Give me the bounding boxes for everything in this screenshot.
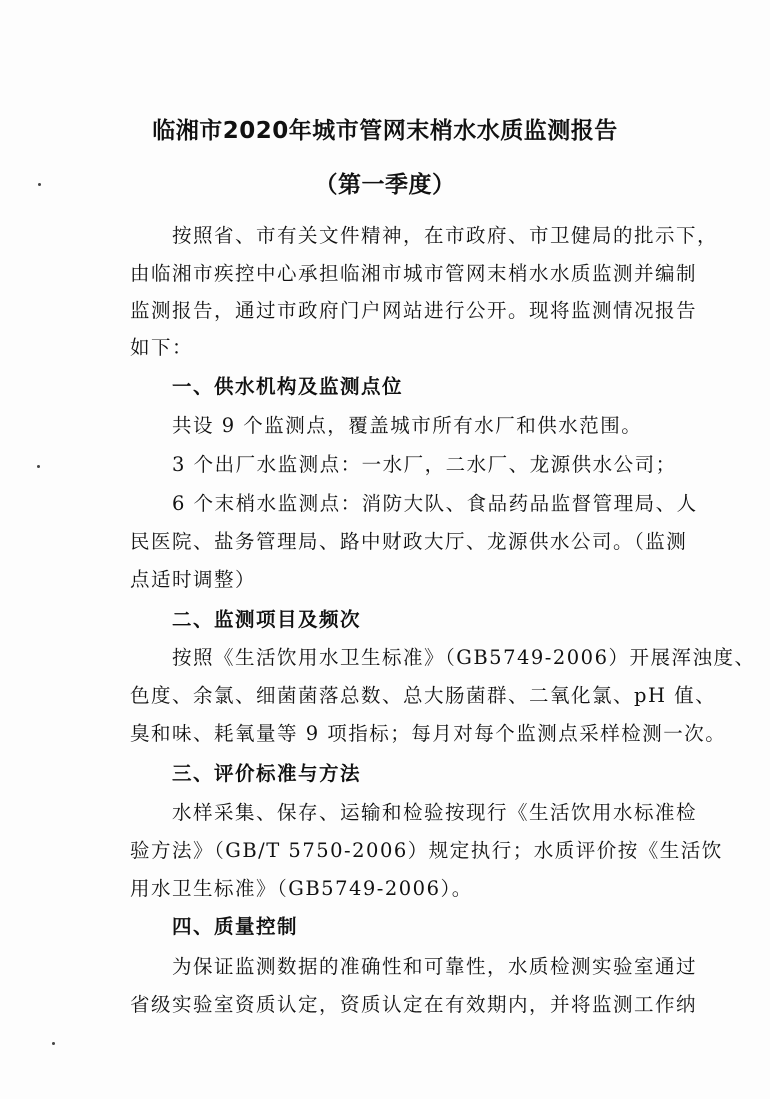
document-subtitle: （第一季度） xyxy=(314,172,456,198)
section-heading: 三、评价标准与方法 xyxy=(172,762,362,785)
paragraph-line: 6 个末梢水监测点：消防大队、食品药品监督管理局、人 xyxy=(172,492,698,515)
paragraph-line: 按照省、市有关文件精神，在市政府、市卫健局的批示下， xyxy=(172,224,719,247)
paragraph-line: 省级实验室资质认定，资质认定在有效期内，并将监测工作纳 xyxy=(130,993,698,1016)
paragraph-line: 用水卫生标准》（GB5749-2006）。 xyxy=(130,877,473,900)
section-heading: 一、供水机构及监测点位 xyxy=(172,375,404,398)
paragraph-line: 水样采集、保存、运输和检验按现行《生活饮用水标准检 xyxy=(172,801,698,824)
scan-speck xyxy=(37,465,40,468)
scan-speck xyxy=(52,1042,55,1045)
paragraph-line: 监测报告，通过市政府门户网站进行公开。现将监测情况报告 xyxy=(130,299,698,322)
section-heading: 二、监测项目及频次 xyxy=(172,608,362,631)
paragraph-line: 由临湘市疾控中心承担临湘市城市管网末梢水水质监测并编制 xyxy=(130,262,698,285)
paragraph-line: 为保证监测数据的准确性和可靠性，水质检测实验室通过 xyxy=(172,955,698,978)
document-title: 临湘市2020年城市管网末梢水水质监测报告 xyxy=(152,118,618,144)
paragraph-line: 色度、余氯、细菌菌落总数、总大肠菌群、二氧化氯、pH 值、 xyxy=(130,684,717,707)
paragraph-line: 民医院、盐务管理局、路中财政大厅、龙源供水公司。（监测 xyxy=(130,530,688,553)
paragraph-line: 臭和味、耗氧量等 9 项指标；每月对每个监测点采样检测一次。 xyxy=(130,722,727,745)
paragraph-line: 验方法》（GB/T 5750-2006）规定执行；水质评价按《生活饮 xyxy=(130,839,723,862)
section-heading: 四、质量控制 xyxy=(172,915,299,938)
paragraph-line: 如下： xyxy=(130,336,194,359)
paragraph-line: 3 个出厂水监测点：一水厂，二水厂、龙源供水公司； xyxy=(172,453,677,476)
paragraph-line: 共设 9 个监测点，覆盖城市所有水厂和供水范围。 xyxy=(172,414,643,437)
paragraph-line: 按照《生活饮用水卫生标准》（GB5749-2006）开展浑浊度、 xyxy=(172,646,756,669)
paragraph-line: 点适时调整） xyxy=(130,568,257,591)
